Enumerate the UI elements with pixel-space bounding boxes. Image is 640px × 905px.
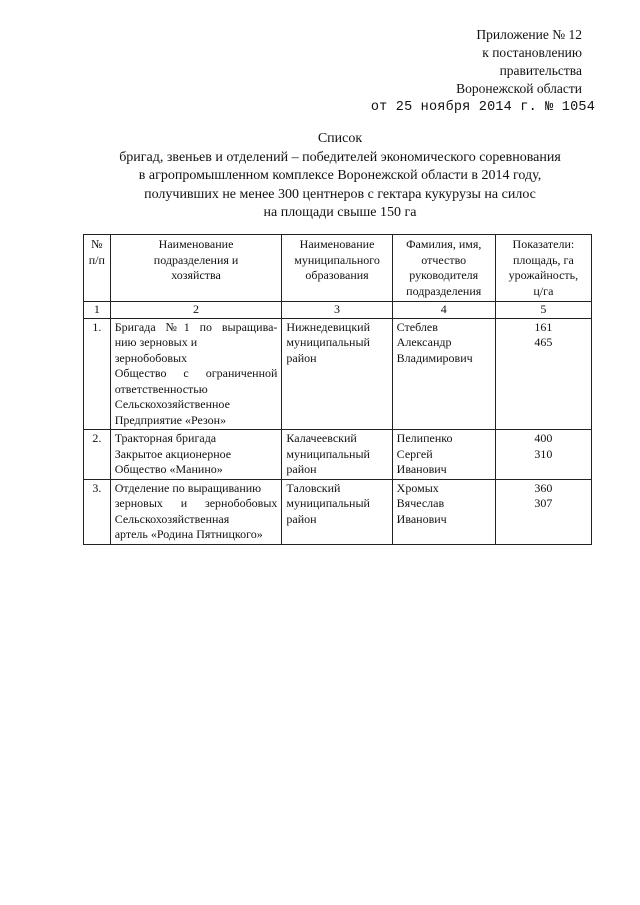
table-row [84, 430, 592, 480]
row-yield: 465 [534, 335, 553, 349]
table-header-row [84, 235, 592, 302]
row-municipality: Нижнедевицкий муниципальный район [282, 318, 392, 430]
header-leader: Фамилия, имя, отчество руководителя подразделения [392, 235, 495, 302]
column-number: 4 [392, 302, 495, 319]
header-indicators: Показатели: площадь, га урожайность, ц/га [495, 235, 591, 302]
row-num: 1. [84, 318, 111, 430]
title-line-2: бригад, звеньев и отделений – победителей экономического соревнования [119, 149, 561, 165]
appendix-region: Воронежской области [456, 81, 582, 96]
appendix-number: Приложение № 12 [476, 27, 582, 42]
row-unit-name: Бригада №1 по выращива- нию зерновых и зернобобовых Общество с ограниченной ответственностью Сельскохозяйственное Предприятие «Резон» [110, 318, 282, 430]
column-number-row [84, 302, 592, 319]
row-municipality: Калачеевский муниципальный район [282, 430, 392, 480]
header-num: № п/п [84, 235, 111, 302]
row-num: 3. [84, 479, 111, 544]
table-row [84, 318, 592, 430]
appendix-header [456, 26, 582, 98]
title-list: Список [317, 131, 363, 146]
row-unit-name: Тракторная бригада Закрытое акционерное Общество «Манино» [110, 430, 282, 480]
header-name: Наименование подразделения и хозяйства [110, 235, 282, 302]
row-indicators [495, 479, 591, 544]
column-number: 5 [495, 302, 591, 319]
appendix-ref-line: к постановлению [482, 45, 582, 60]
row-municipality: Таловский муниципальный район [282, 479, 392, 544]
row-indicators [495, 318, 591, 430]
row-area: 161 [534, 319, 553, 334]
table-row [84, 479, 592, 544]
row-unit-name: Отделение по выращиванию зерновых и зернобобовых Сельскохозяйственная артель «Родина Пятницкого» [110, 479, 282, 544]
row-leader: Стеблев Александр Владимирович [392, 318, 495, 430]
header-municipality: Наименование муниципального образования [282, 235, 392, 302]
title-line-5: на площади свыше 150 га [263, 205, 417, 220]
document-title [60, 130, 620, 223]
title-line-3: в агропромышленном комплексе Воронежской области в 2014 году, [138, 168, 542, 183]
decree-date: от 25 ноября 2014 г. № 1054 [370, 100, 595, 115]
winners-table [83, 234, 592, 545]
row-leader: Хромых Вячеслав Иванович [392, 479, 495, 544]
title-line-4: получивших не менее 300 центнеров с гектара кукурузы на силос [144, 186, 536, 202]
row-area: 360 [534, 480, 553, 495]
row-leader: Пелипенко Сергей Иванович [392, 430, 495, 480]
appendix-authority: правительства [499, 63, 582, 78]
column-number: 2 [110, 302, 282, 319]
row-indicators [495, 430, 591, 480]
column-number: 1 [84, 302, 111, 319]
row-yield: 310 [534, 446, 553, 461]
row-yield: 307 [534, 496, 553, 510]
row-num: 2. [84, 430, 111, 480]
column-number: 3 [282, 302, 392, 319]
row-area: 400 [534, 431, 553, 445]
